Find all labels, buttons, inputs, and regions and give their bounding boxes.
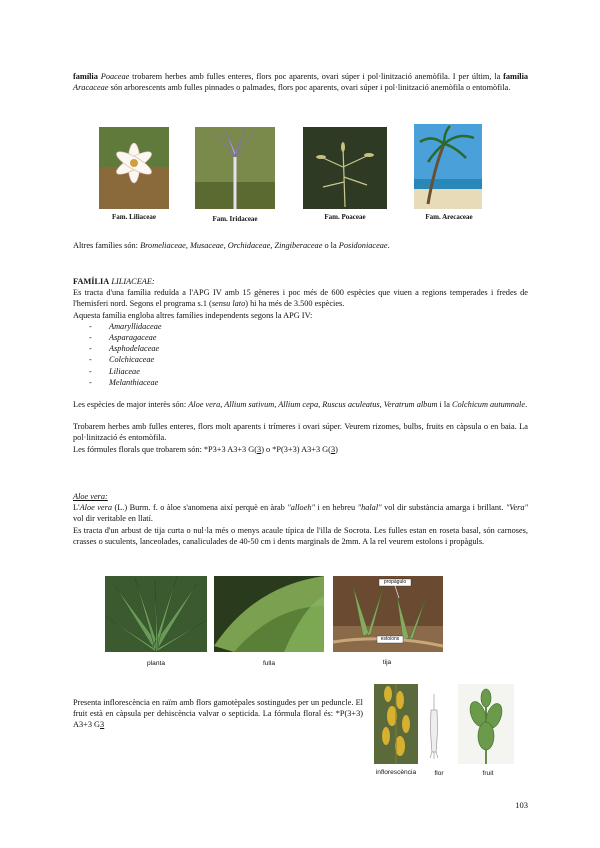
caption-iridaceae: Fam. Iridaceae: [212, 215, 258, 223]
caption-fulla: fulla: [262, 660, 276, 667]
list-item: - Asphodelaceae: [73, 343, 528, 354]
iridaceae-photo: [195, 127, 275, 209]
caption-fruit: fruit: [482, 770, 494, 777]
inflorescence-photo: [374, 684, 418, 764]
label-estolons: estolons: [380, 636, 400, 642]
liliaceae-section: FAMÍLIA LILIACEAE: Es tracta d'una família reduïda a l'APG IV amb 15 gèneres i poc més de 600 espècies que viuen a regions temperades i fredes de l'hemisferi nord. Segons el programa s.1 (sensu lato) hi ha més de 3.500 espècies. Aquesta família engloba altres famílies independents segons la APG IV: - Amaryllidaceae - Asparagaceae - Asphodelaceae - Colchicaceae - Liliaceae - Melanthiaceae Les espècies de major interès són: Aloe vera, Allium sativum, Allium cepa, Ruscus aculeatus, Veratrum album i la Colchicum autumnale. Trobarem herbes amb fulles enteres, flors molt aparents i trímeres i ovari súper. Veurem rizomes, bulbs, fruits en càpsula o en baia. La pol·linització és entomòfila. Les fórmules florals que trobarem són: *P3+3 A3+3 G(3) o *P(3+3) A3+3 G(3): [73, 276, 528, 455]
aloe-plant-photo: [105, 576, 207, 652]
other-families-line: Altres famílies són: Bromeliaceae, Musaceae, Orchidaceae, Zingiberaceae o la Posidoniaceae.: [73, 241, 390, 250]
list-item: - Asparagaceae: [73, 332, 528, 343]
caption-liliaceae: Fam. Liliaceae: [112, 213, 156, 221]
aloe-leaf-photo: [214, 576, 324, 652]
section-heading: FAMÍLIA LILIACEAE:: [73, 277, 155, 286]
family-list: [73, 321, 528, 388]
inflorescence-paragraph: Presenta inflorescència en raïm amb flors gamotèpales sostingudes per un peduncle. El fruit està en càpsula per dehiscència valvar o septicida. La fórmula floral és: *P(3+3) A3+3 G3: [73, 698, 363, 730]
flower-drawing: [424, 690, 444, 760]
list-item: - Colchicaceae: [73, 354, 528, 365]
intro-paragraph: família Poaceae trobarem herbes amb fulles enteres, flors poc aparents, ovari súper i pol·linització anemòfila. I per últim, la família Aracaceae són arborescents amb fulles pinnades o palmades, flors poc aparents, ovari súper i pol·linització anemòfila o entomòfila.: [73, 72, 529, 93]
page-number: 103: [515, 800, 528, 810]
caption-poaceae: Fam. Poaceae: [324, 213, 366, 221]
aloe-section: Aloe vera: L'Aloe vera (L.) Burm. f. o àloe s'anomena així perquè en àrab "alloeh" i en hebreu "halal" vol dir substància amarga i brillant. "Vera" vol dir veritable en llatí. Es tracta d'un arbust de tija curta o nul·la més o menys acaule típica de l'illa de Socrota. Les fulles estan en roseta basal, són carnoses, crasses o suculents, lanceolades, canaliculades de 40-50 cm i dents marginals de 2mm. A la rel veurem estolons i propàguls.: [73, 492, 529, 546]
list-item: - Melanthiaceae: [73, 377, 528, 388]
caption-arecaceae: Fam. Arecaceae: [425, 213, 473, 221]
caption-planta: planta: [147, 660, 165, 667]
caption-tija: tija: [382, 659, 392, 666]
list-item: - Liliaceae: [73, 366, 528, 377]
aloe-title: Aloe vera:: [73, 492, 108, 501]
arecaceae-photo: [414, 124, 482, 209]
poaceae-photo: [303, 127, 387, 209]
fruit-photo: [458, 684, 514, 764]
label-propagulo: propàgulo: [383, 579, 407, 585]
caption-flor: flor: [434, 770, 444, 777]
caption-inflorescencia: inflorescència: [375, 769, 417, 776]
liliaceae-photo: [99, 127, 169, 209]
list-item: - Amaryllidaceae: [73, 321, 528, 332]
aloe-stem-photo: [333, 576, 443, 652]
